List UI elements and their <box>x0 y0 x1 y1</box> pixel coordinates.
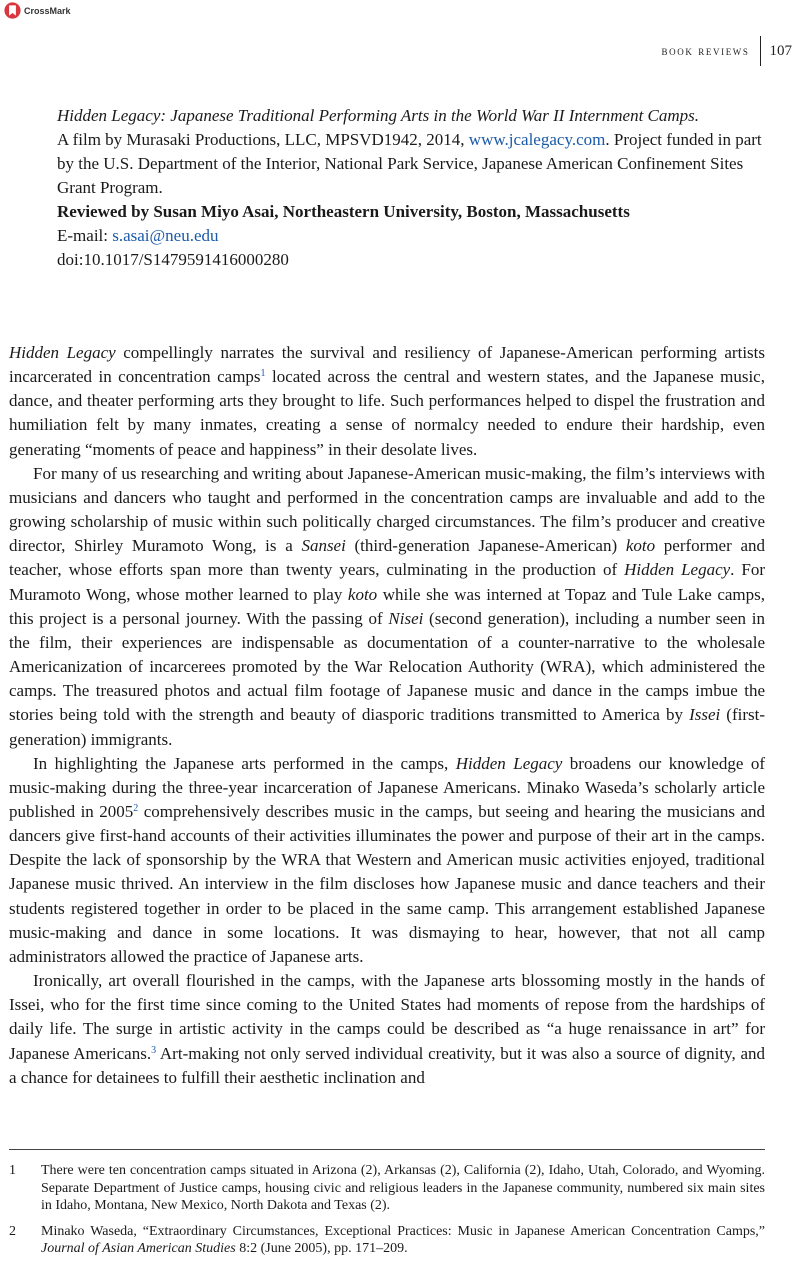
footnotes <box>9 1162 765 1266</box>
doi: doi:10.1017/S1479591416000280 <box>57 250 289 269</box>
email-link[interactable]: s.asai@neu.edu <box>112 226 219 245</box>
reviewer-line: Reviewed by Susan Miyo Asai, Northeastern University, Boston, Massachusetts <box>57 202 630 221</box>
footnote-text: Minako Waseda, “Extraordinary Circumstances, Exceptional Practices: Music in Japanese American Concentration Camps,” Journal of Asian American Studies 8:2 (June 2005), pp. 171–209. <box>41 1223 765 1256</box>
crossmark-icon <box>4 2 21 19</box>
page-number: 107 <box>769 42 792 59</box>
footnote-text: There were ten concentration camps situated in Arizona (2), Arkansas (2), California (2), Idaho, Utah, Colorado, and Wyoming. Separate Department of Justice camps, housing civic and religious leaders in the Japanese community, numbered six main sites in Idaho, Montana, New Mexico, North Dakota and Texas (2). <box>41 1163 765 1213</box>
review-header <box>57 104 773 272</box>
paragraph-2: For many of us researching and writing about Japanese-American music-making, the film’s interviews with musicians and dancers who taught and performed in the concentration camps are invaluable and add to the growing scholarship of music within such politically charged circumstances. The film’s producer and creative director, Shirley Muramoto Wong, is a Sansei (third-generation Japanese-American) koto performer and teacher, whose efforts span more than twenty years, culminating in the production of Hidden Legacy. For Muramoto Wong, whose mother learned to play koto while she was interned at Topaz and Tule Lake camps, this project is a personal journey. With the passing of Nisei (second generation), including a number seen in the film, their experiences are indispensable as documentation of a counter-narrative to the wholesale Americanization of incarcerees promoted by the War Relocation Authority (WRA), which administered the camps. The treasured photos and actual film footage of Japanese music and dance in the camps imbue the stories being told with the strength and beauty of diasporic traditions transmitted to America by Issei (first-generation) immigrants. <box>9 463 766 749</box>
footnote-1 <box>9 1162 765 1215</box>
footnote-ref-2[interactable]: 2 <box>133 802 139 814</box>
footnote-ref-1[interactable]: 1 <box>260 368 266 380</box>
footnote-divider <box>9 1149 765 1150</box>
crossmark-badge[interactable] <box>4 2 71 19</box>
crossmark-label: CrossMark <box>24 5 71 16</box>
review-body <box>9 341 765 1090</box>
film-credit: A film by Murasaki Productions, LLC, MPSVD1942, 2014, www.jcalegacy.com. Project funded in part by the U.S. Department of the Interior, National Park Service, Japanese American Confinement Sites Grant Program. <box>57 130 762 197</box>
film-title: Hidden Legacy: Japanese Traditional Performing Arts in the World War II Internment Camps. <box>57 106 700 125</box>
footnote-2 <box>9 1223 765 1258</box>
running-head <box>662 36 792 66</box>
footnote-number: 1 <box>9 1163 16 1178</box>
website-link[interactable]: www.jcalegacy.com <box>468 130 606 149</box>
paragraph-1: Hidden Legacy compellingly narrates the survival and resiliency of Japanese-American performing artists incarcerated in concentration camps$^1$ located across the central and western states, and the Japanese music, dance, and theater performing arts they brought to life. Such performances helped to dispel the frustration and humiliation felt by many inmates, creating a sense of normalcy needed to endure their hardship, even generating “moments of peace and happiness” in their desolate lives. <box>9 343 765 459</box>
paragraph-3: In highlighting the Japanese arts performed in the camps, Hidden Legacy broadens our knowledge of music-making during the three-year incarceration of Japanese Americans. Minako Waseda’s scholarly article published in 2005$^2$ comprehensively describes music in the camps, but seeing and hearing the musicians and dancers give first-hand accounts of their activities illuminates the power and purpose of their art in the camps. Despite the lack of sponsorship by the WRA that Western and American music activities enjoyed, traditional Japanese music thrived. An interview in the film discloses how Japanese music and dance teachers and their students registered together in order to be placed in the same camp. This arrangement established Japanese music-making and dance in some locations. It was dismaying to hear, however, that not all camp administrators allowed the practice of Japanese arts. <box>9 753 765 966</box>
paragraph-4: Ironically, art overall flourished in the camps, with the Japanese arts blossoming mostly in the hands of Issei, who for the first time since coming to the United States had moments of repose from the hardships of daily life. The surge in artistic activity in the camps could be described as “a huge renaissance in art” for Japanese Americans.$^3$ Art-making not only served individual creativity, but it was also a source of dignity, and a chance for detainees to fulfill their aesthetic inclination and <box>9 971 766 1087</box>
section-name: book reviews <box>661 43 750 58</box>
email-line: E-mail: s.asai@neu.edu <box>57 226 219 245</box>
running-head-divider <box>760 36 761 66</box>
footnote-ref-3[interactable]: 3 <box>151 1044 157 1056</box>
footnote-number: 2 <box>9 1223 16 1239</box>
